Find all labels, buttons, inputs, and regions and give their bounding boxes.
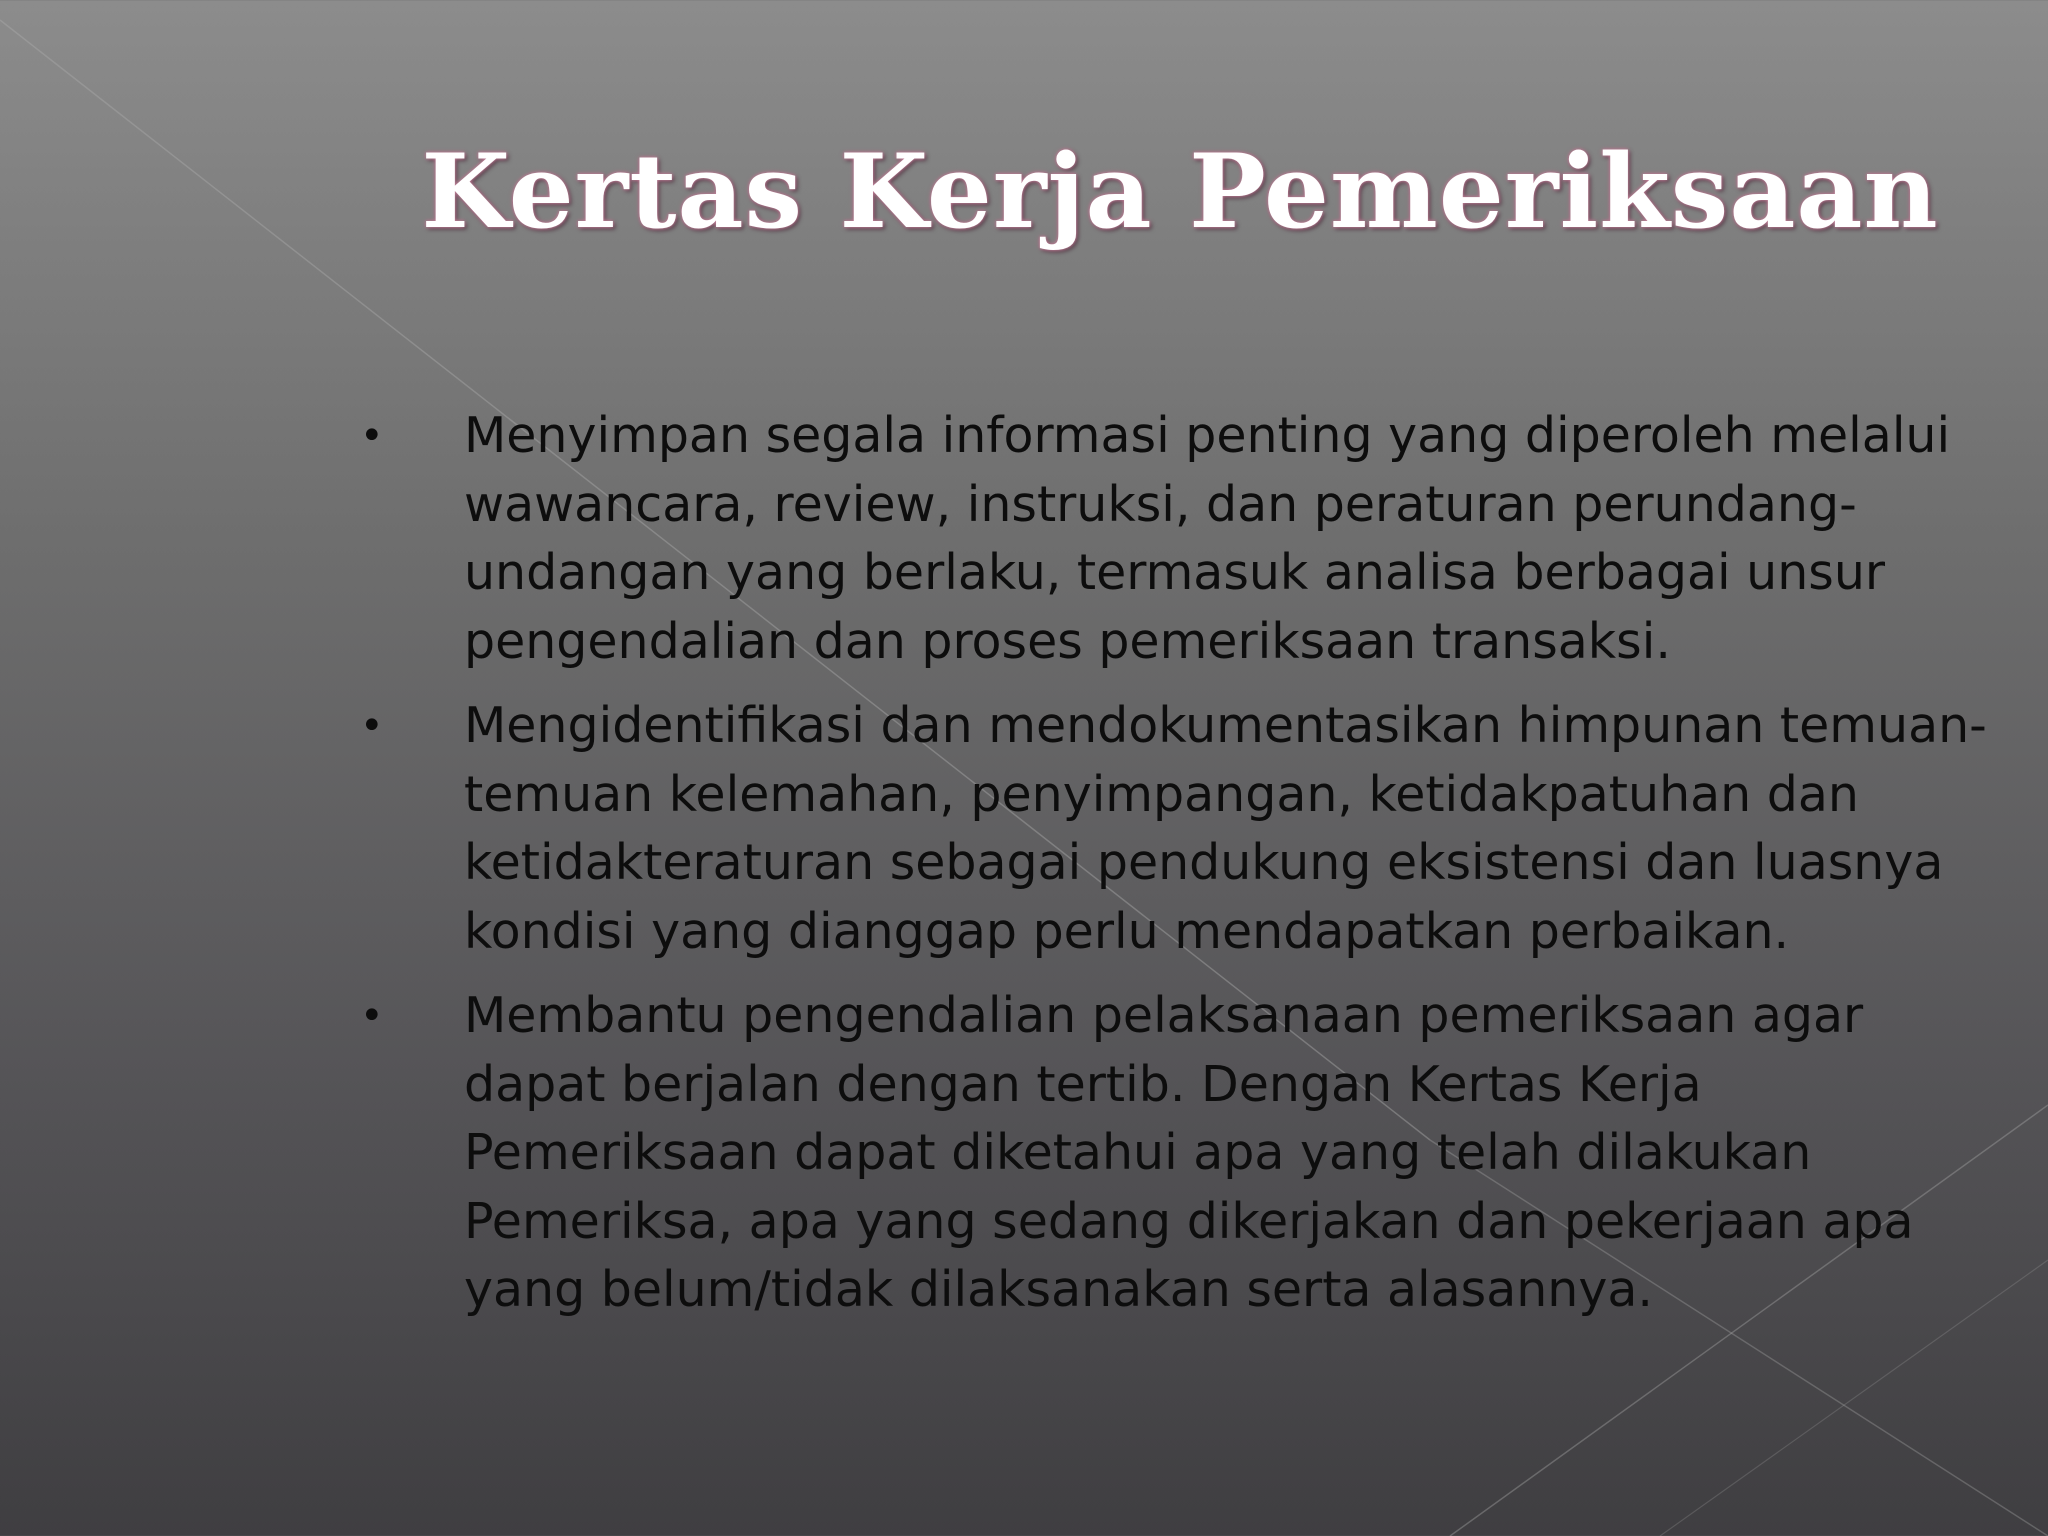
bullet-dot-icon: • <box>360 993 384 1039</box>
bullet-item <box>360 982 2000 1325</box>
bullet-text: Membantu pengendalian pelaksanaan pemeriksaan agar dapat berjalan dengan tertib. Dengan Kertas Kerja Pemeriksaan dapat diketahui apa yang telah dilakukan Pemeriksa, apa yang sedang dikerjakan dan pekerjaan apa yang belum/tidak dilaksanakan serta alasannya. <box>464 987 1914 1318</box>
bullet-dot-icon: • <box>360 413 384 459</box>
bullet-dot-icon: • <box>360 703 384 749</box>
bullet-text: Mengidentifikasi dan mendokumentasikan himpunan temuan-temuan kelemahan, penyimpangan, ketidakpatuhan dan ketidakteraturan sebagai pendukung eksistensi dan luasnya kondisi yang dianggap perlu mendapatkan perbaikan. <box>464 697 1987 960</box>
bullet-text: Menyimpan segala informasi penting yang diperoleh melalui wawancara, review, instruksi, dan peraturan perundang-undangan yang berlaku, termasuk analisa berbagai unsur pengendalian dan proses pemeriksaan transaksi. <box>464 407 1951 670</box>
slide-title: Kertas Kerja Pemeriksaan <box>421 132 1939 252</box>
bullet-list <box>360 402 2000 1341</box>
bullet-item <box>360 402 2000 676</box>
bullet-item <box>360 692 2000 966</box>
